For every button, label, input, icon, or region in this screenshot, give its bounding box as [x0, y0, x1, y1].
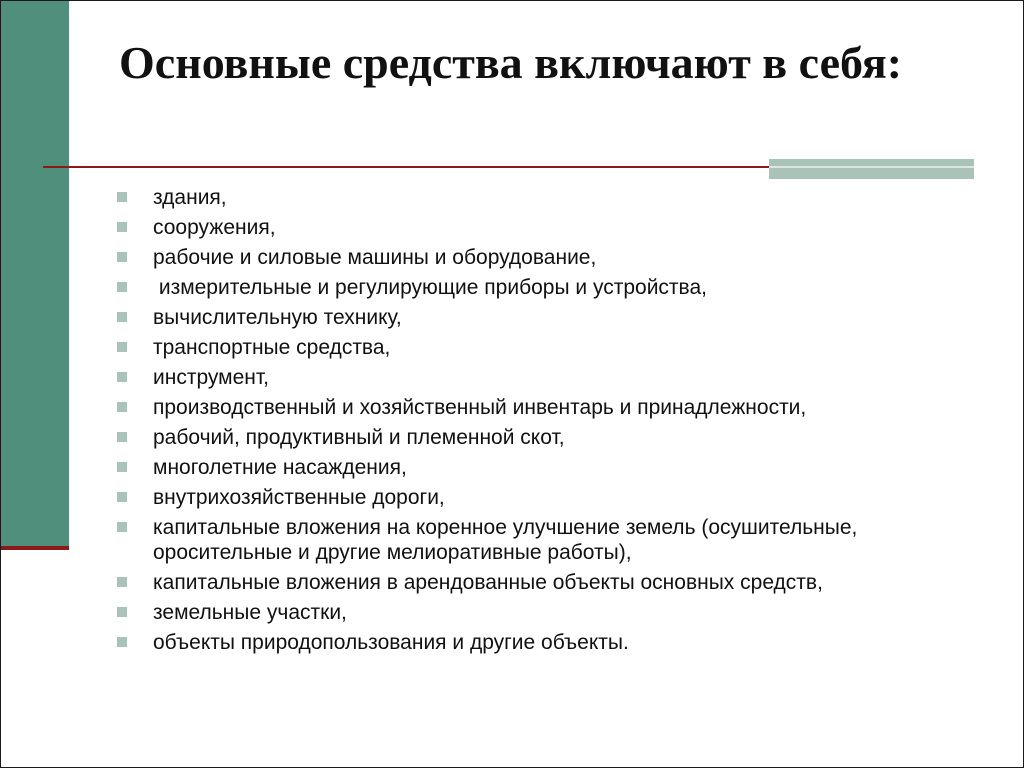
- square-bullet-icon: [117, 607, 127, 617]
- list-item-text: объекты природопользования и другие объекты.: [153, 631, 629, 654]
- list-item: [117, 485, 997, 510]
- square-bullet-icon: [117, 522, 127, 532]
- square-bullet-icon: [117, 252, 127, 262]
- list-item-text: капитальные вложения на коренное улучшение земель (осушительные, оросительные и другие мелиоративные работы),: [153, 516, 858, 564]
- list-item: [117, 185, 997, 210]
- list-item: [117, 570, 997, 595]
- list-item-text: здания,: [153, 186, 227, 209]
- square-bullet-icon: [117, 282, 127, 292]
- list-item: [117, 275, 997, 300]
- slide-title: Основные средства включают в себя:: [119, 37, 903, 88]
- square-bullet-icon: [117, 462, 127, 472]
- square-bullet-icon: [117, 402, 127, 412]
- list-item: [117, 395, 997, 420]
- square-bullet-icon: [117, 372, 127, 382]
- list-item-text: производственный и хозяйственный инвентарь и принадлежности,: [153, 396, 807, 419]
- list-item-text: внутрихозяйственные дороги,: [153, 486, 445, 509]
- square-bullet-icon: [117, 577, 127, 587]
- list-item-text: вычислительную технику,: [153, 306, 402, 329]
- side-decoration-line: [1, 546, 69, 550]
- square-bullet-icon: [117, 312, 127, 322]
- bullet-list: [117, 185, 997, 660]
- list-item: [117, 365, 997, 390]
- list-item: [117, 515, 997, 565]
- list-item: [117, 215, 997, 240]
- list-item-text: рабочий, продуктивный и племенной скот,: [153, 426, 565, 449]
- list-item-text: рабочие и силовые машины и оборудование,: [153, 246, 597, 269]
- square-bullet-icon: [117, 192, 127, 202]
- square-bullet-icon: [117, 492, 127, 502]
- list-item: [117, 335, 997, 360]
- list-item-text: многолетние насаждения,: [153, 456, 407, 479]
- list-item-text: инструмент,: [153, 366, 269, 389]
- square-bullet-icon: [117, 222, 127, 232]
- side-decoration-bar: [1, 1, 69, 546]
- list-item-text: земельные участки,: [153, 601, 347, 624]
- list-item: [117, 245, 997, 270]
- list-item: [117, 455, 997, 480]
- list-item: [117, 600, 997, 625]
- square-bullet-icon: [117, 342, 127, 352]
- square-bullet-icon: [117, 637, 127, 647]
- list-item-text: измерительные и регулирующие приборы и устройства,: [153, 276, 707, 299]
- square-bullet-icon: [117, 432, 127, 442]
- list-item-text: транспортные средства,: [153, 336, 391, 359]
- list-item-text: капитальные вложения в арендованные объекты основных средств,: [153, 571, 823, 594]
- list-item: [117, 305, 997, 330]
- list-item: [117, 425, 997, 450]
- list-item-text: сооружения,: [153, 216, 276, 239]
- accent-bar: [769, 159, 974, 179]
- list-item: [117, 630, 997, 655]
